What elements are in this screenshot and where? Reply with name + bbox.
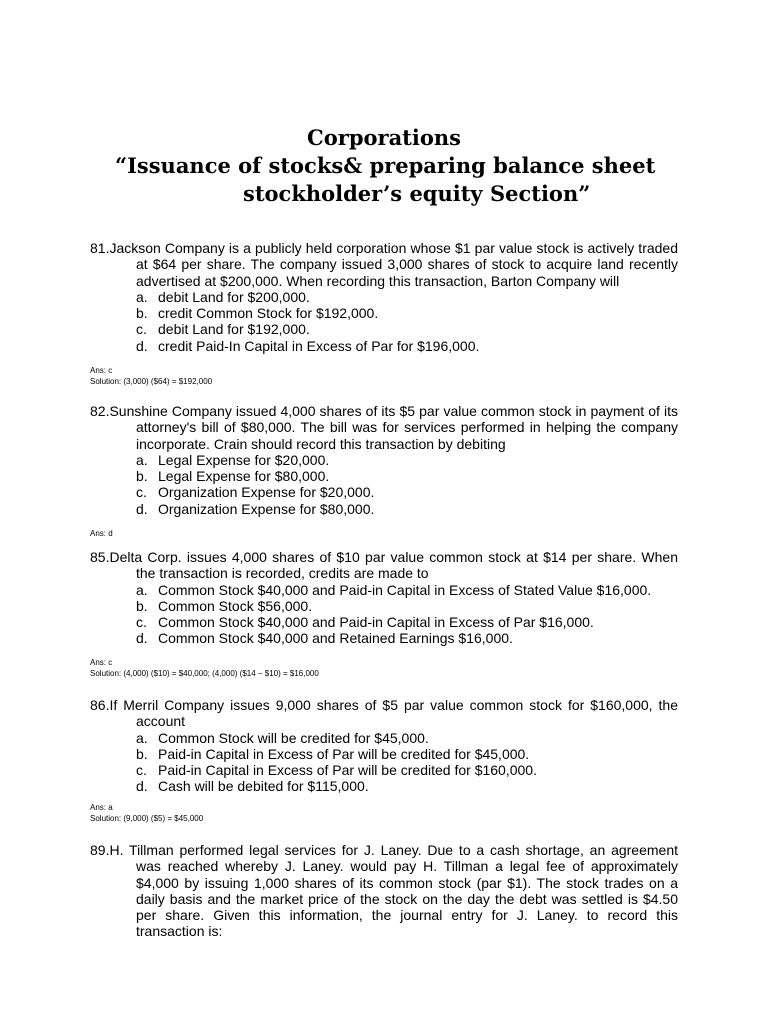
answer-85: Ans: c <box>90 658 113 667</box>
option-d: d. Cash will be debited for $115,000. <box>136 778 369 795</box>
option-a: a. Common Stock $40,000 and Paid-in Capital in Excess of Stated Value $16,000. <box>136 581 652 598</box>
answer-81: Ans: c <box>90 366 113 375</box>
page-subtitle-line1: “Issuance of stocks& preparing balance sheet <box>115 153 656 178</box>
answer-82: Ans: d <box>90 529 113 538</box>
question-85 <box>90 549 678 647</box>
option-b: b. Paid-in Capital in Excess of Par will be credited for $45,000. <box>136 745 530 762</box>
option-d: d. Common Stock $40,000 and Retained Earnings $16,000. <box>136 630 513 647</box>
answer-86: Ans: a <box>90 803 113 812</box>
question-stem: 89.H. Tillman performed legal services for J. Laney. Due to a cash shortage, an agreement was reached whereby J. Laney. would pay H. Tillman a legal fee of approximately $4,000 by issuing 1,000 shares of its common stock (par $1). The stock trades on a daily basis and the market price of the stock on the day the debt was settled is $4.50 per share. Given this information, the journal entry for J. Laney. to record this transaction is: <box>90 842 678 940</box>
option-b: b. credit Common Stock for $192,000. <box>136 305 379 322</box>
option-c: c. Organization Expense for $20,000. <box>136 484 375 501</box>
option-a: a. Common Stock will be credited for $45,000. <box>136 729 429 746</box>
question-89 <box>90 842 678 940</box>
question-stem: 81.Jackson Company is a publicly held corporation whose $1 par value stock is actively traded at $64 per share. The company issued 3,000 shares of stock to acquire land recently advertised at $200,000. When recording this transaction, Barton Company will <box>90 240 678 289</box>
page-title: Corporations <box>307 125 461 150</box>
option-d: d. credit Paid-In Capital in Excess of Par for $196,000. <box>136 337 480 354</box>
option-c: c. Common Stock $40,000 and Paid-in Capital in Excess of Par $16,000. <box>136 614 594 631</box>
option-c: c. Paid-in Capital in Excess of Par will be credited for $160,000. <box>136 762 537 779</box>
option-d: d. Organization Expense for $80,000. <box>136 500 375 517</box>
option-a: a. debit Land for $200,000. <box>136 288 310 305</box>
option-a: a. Legal Expense for $20,000. <box>136 451 330 468</box>
option-c: c. debit Land for $192,000. <box>136 321 310 338</box>
question-86 <box>90 697 678 795</box>
options-list <box>90 452 678 517</box>
question-stem: 86.If Merril Company issues 9,000 shares of $5 par value common stock for $160,000, the account <box>90 697 678 730</box>
option-b: b. Legal Expense for $80,000. <box>136 468 330 485</box>
solution-85: Solution: (4,000) ($10) = $40,000; (4,000) ($14 − $10) = $16,000 <box>90 669 319 678</box>
option-b: b. Common Stock $56,000. <box>136 597 313 614</box>
page-subtitle-line2: stockholder’s equity Section” <box>243 181 591 206</box>
solution-86: Solution: (9,000) ($5) = $45,000 <box>90 814 204 823</box>
options-list <box>90 289 678 354</box>
options-list <box>90 730 678 795</box>
question-stem: 85.Delta Corp. issues 4,000 shares of $10 par value common stock at $14 per share. When the transaction is recorded, credits are made to <box>90 549 678 582</box>
solution-81: Solution: (3,000) ($64) = $192,000 <box>90 377 213 386</box>
question-81 <box>90 240 678 354</box>
options-list <box>90 582 678 647</box>
question-stem: 82.Sunshine Company issued 4,000 shares of its $5 par value common stock in payment of its attorney's bill of $80,000. The bill was for services performed in helping the company incorporate. Crain should record this transaction by debiting <box>90 403 678 452</box>
question-82 <box>90 403 678 517</box>
